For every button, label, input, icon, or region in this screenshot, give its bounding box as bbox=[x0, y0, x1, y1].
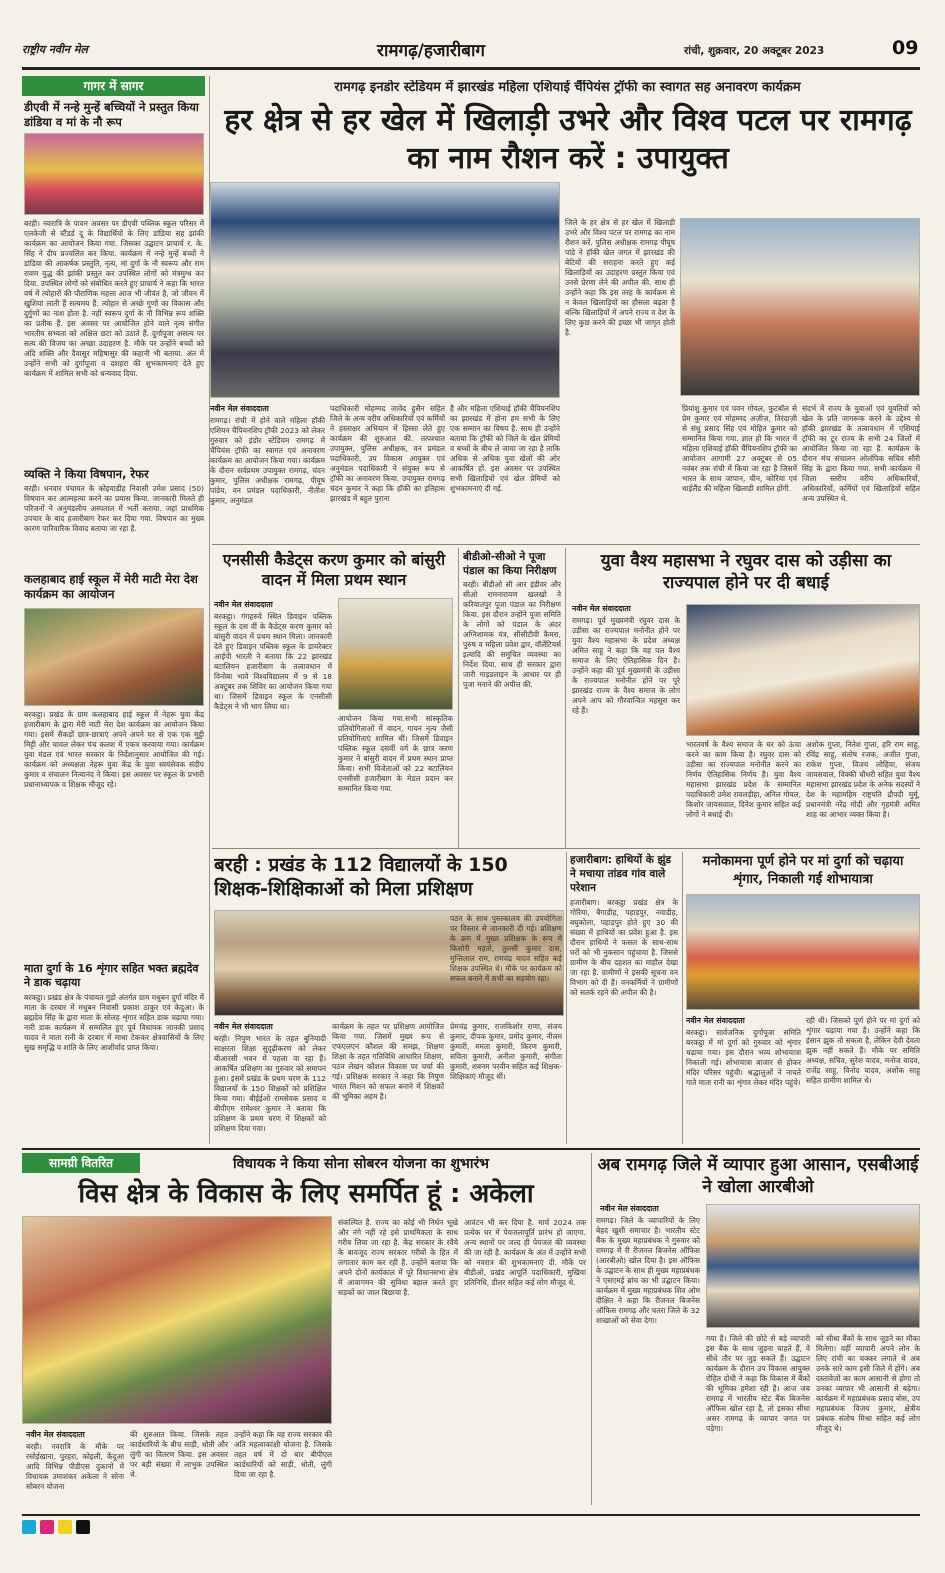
left-s3-headline: कलहाबाद हाई स्कूल में मेरी माटी मेरा देश कार्यक्रम का आयोजन bbox=[24, 572, 198, 601]
bottom-body3: उन्होंने कहा कि यह राज्य सरकार की अति महत्वाकांक्षी योजना है. जिसके तहत वर्ष में दो बार बीपीएल कार्डधारियों को साड़ी, धोती, लुंगी दिया जा रहा है. bbox=[234, 1430, 332, 1479]
page-number: 09 bbox=[892, 37, 919, 59]
section-title: रामगढ़/हजारीबाग bbox=[377, 41, 485, 61]
vaishya-body3: अशोक गुप्ता, नितेश गुप्ता, हरि राम साहू, रविंद्र साहू, संतोष रजक, अजीत गुप्ता, राकेश गुप्ता, विजय लोहिया, संजय जायसवाल, विक्की चौधरी सहित युवा वैश्य महासभा झारखंड प्रदेश के अनेक सदस्यों ने देश के महामहिम राष्ट्रपति द्रौपदी मुर्मू, प्रधानमंत्री नरेंद्र मोदी और गृहमंत्री अमित शाह का आभार व्यक्त किया है। bbox=[806, 740, 920, 819]
photo-dandiya bbox=[24, 133, 204, 215]
photo-raghuvar-das bbox=[686, 604, 920, 736]
paper-name: राष्ट्रीय नवीन मेल bbox=[22, 43, 88, 56]
sbi-body1: रामगढ़। जिले के व्यापारियों के लिए बेहद खुशी समाचार है। भारतीय स्टेट बैंक के मुख्य महाप्रबंधक ने गुरुवार को रामगढ़ में री रीजनल बिजनेस ऑफिस (आरबीओ) खोल दिया है। इस ऑफिस के उद्घाटन के साथ ही मुख्य महाप्रबंधक ने एसएमई ब्रांच का भी उद्घाटन किया। कार्यक्रम में मुख्य महाप्रबंधक शिव ओम दीक्षित ने कहा कि रीजनल बिजनेस ऑफिस रामगढ़ और चतरा जिले के 32 शाखाओं को सेवा देगा। bbox=[596, 1216, 700, 1325]
masthead bbox=[22, 36, 922, 64]
masthead-rule bbox=[22, 67, 920, 70]
photo-ncc bbox=[338, 598, 453, 710]
barhi-headline: बरही : प्रखंड के 112 विद्यालयों के 150 शिक्षक-शिक्षिकाओं को मिला प्रशिक्षण bbox=[214, 854, 508, 900]
top-col2: पदाधिकारी मोहम्मद जावेद हुसैन सहित जिले के अन्य वरीय अधिकारियों एवं कर्मियों ने हस्ताक्षर अभियान में हिस्सा लेते हुए कार्यक्रम की शुरुआत की. तत्पश्चात उपायुक्त, पुलिस अधीक्षक, वन प्रमंडल पदाधिकारी, उप विकास आयुक्त एवं अनुमंडल पदाधिकारी ने संयुक्त रूप से ट्रॉफी का अनावरण किया. उपायुक्त रामगढ़ चंदन कुमार ने कहा कि हॉकी का इतिहास झारखंड में बहुत पुराना bbox=[330, 404, 445, 503]
bdo-body: बरही। बीडीओ सी आर इंडीवर और सीओ रामनारायण खलखो ने करियातपुर पूजा पंडाल का निरीक्षण किया. इस दौरान उन्होंने पूजा समिति के लोगों को पंडाल के अंदर अग्निशामक यंत्र, सीसीटीवी कैमरा, पुरुष व महिला प्रवेश द्वार, वॉलेंटियर्स इत्यादि की समुचित व्यवस्था का निर्देश दिया. साथ ही सरकार द्वारा जारी गाइडलाइन के आधार पर ही पूजा मनाने की अपील की. bbox=[463, 580, 561, 689]
reg-yellow-swatch bbox=[58, 1520, 72, 1534]
registration-strip bbox=[22, 1514, 920, 1532]
top-byline: नवीन मेल संवाददाता bbox=[210, 404, 269, 413]
bottom-body2: की शुरुआत किया. जिसके तहत कार्डधारियों के बीच साड़ी, धोती और लुंगी का वितरण किया. इस अवसर पर बड़ी संख्या में लाभुक उपस्थित थे. bbox=[130, 1430, 228, 1479]
manokamna-byline: नवीन मेल संवाददाता bbox=[686, 1016, 745, 1025]
top-col6: संदर्भ में राज्य के युवाओं एवं युवतियों को खेल के प्रति जागरूक करने के उद्देश्य से हॉकी झारखंड के तत्वावधान में एशियाई ट्रॉफी का टूर राज्य के सभी 24 जिलों में आयोजित किया जा रहा है. कार्यक्रम के दौरान मंच संचालन ओलंपिक सचिव सौरी सिंह के द्वारा किया गया. सभी कार्यक्रम में जिला स्तरीय वरीय अधिकारियों, अधिकारियों, कर्मियों एवं खिलाड़ियों सहित अन्य उपस्थित थे. bbox=[802, 404, 920, 503]
bottom-body1: बरही। नवरात्रि के मौके पर रसोईखाना, पुरहरा, कोइली, केंदुआ आदि विभिन्न पीडीएस दुकानों में विधायक उमाशंकर अकेला ने सोना सोबरन योजना bbox=[26, 1442, 124, 1491]
left-s4-headline: माता दुर्गा के 16 शृंगार सहित भक्त ब्रह्मदेव ने डाक चढ़ाया bbox=[24, 962, 199, 989]
dateline: रांची, शुक्रवार, 20 अक्टूबर 2023 bbox=[684, 45, 825, 57]
photo-hockey-trophy bbox=[210, 182, 560, 398]
reg-magenta-swatch bbox=[40, 1520, 54, 1534]
elephant-divider bbox=[682, 852, 683, 1144]
top-col4: जिले के हर क्षेत्र से हर खेल में खिलाड़ी उभरे और विश्व पटल पर रामगढ़ का नाम रौशन करें. पुलिस अधीक्षक रामगढ़ पीयूष पांडे ने हॉकी खेल जगत में झारखंड की बेटियों की सराहना करते हुए कई खिलाड़ियों का उदाहरण प्रस्तुत किया एवं उनसे प्रेरणा लेने की अपील की. साथ ही उन्होंने कहा कि इस तरह के कार्यक्रम से न केवल खिलाड़ियों का हौसला बढ़ता है बल्कि खिलाड़ियों में अपने राज्य व देश के लिए कुछ करने की इच्छा भी जागृत होती है. bbox=[565, 218, 675, 337]
barhi-body1: बरही। निपुण भारत के तहत बुनियादी साक्षरता शिक्षा सुदृढ़ीकरण को लेकर बीआरसी भवन में पहला वा रहा हैं। आकर्षित प्रशिक्षण का गुरुवार को समापन हुआ। इसमें प्रखंड के प्रथम चरण के 112 विद्यालयों के 150 शिक्षकों को प्रशिक्षित किया गया। बीईईओ रामसेवक प्रसाद व बीपीएम रामेश्वर कुमार ने बताया कि प्रशिक्षण के प्रथम चरण में शिक्षकों को प्रशिक्षण दिया गया। bbox=[214, 1034, 326, 1133]
photo-distribution bbox=[22, 1216, 332, 1424]
left-s1-body: बरही। नवरात्रि के पावन अवसर पर डीएवी पब्लिक स्कूल परिसर में एलकेजी से स्टैंडर्ड दू के विद्यार्थियों के लिए डांडिया सह झांकी कार्यक्रम का आयोजन किया गया. जिसका उद्घाटन प्राचार्य र. के. सिंह ने दीप प्रज्वलित कर किया. कार्यक्रम में नन्हे मुन्हें बच्चों ने डांडिया की आकर्षक प्रस्तुति, नृत्य, मां दुर्गा के नौ स्वरूप और राम रावण युद्ध की झांकी प्रस्तुत कर उपस्थित लोगों को मंत्रमुग्ध कर दिया. उपस्थित लोगों को संबोधित करते हुए प्राचार्य ने कहा कि भारत वर्ष में त्योहारों की पौराणिक महत्ता आज भी जीवंत है, जो जीवन में खुशियां लाती हैं सत्यमय हैं. त्योहार से अच्छे गुणों का विकास और दुर्गुणों का नाश होता है. नहीं स्वरूप दुर्गा के नौ विभिन्न रूप शक्ति का प्रतीक हैं. इस अवसर पर आयोजित होने वाले नृत्य संगीत भारतीय सभ्यता को अक्षिल छटा को उठाते हैं. दुर्गापूजा असत्य पर सत्य की विजय का अच्छा उदाहरण है. मौके पर उन्होंने बच्चों को अंदि शक्ति और दैवासुर महिषासुर की कहानी भी बताया. अंत में उन्होंने सभी को दुर्गापूजा व दशहरा की शुभकामनाएं देते हुए कार्यक्रम में शामिल सभी को धन्यवाद दिया. bbox=[24, 219, 204, 378]
reg-black-swatch bbox=[76, 1520, 90, 1534]
ncc-divider bbox=[458, 548, 459, 848]
bottom-tag: सामग्री वितरित bbox=[22, 1153, 140, 1173]
left-s1-headline: डीएवी में नन्हे मुन्हें बच्चियों ने प्रस्तुत किया डांडिया व मां के नौ रूप bbox=[24, 100, 199, 129]
barhi-body3: पठन के साथ पुस्तकालय की उपयोगिता पर विस्तार से जानकारी दी गई। प्रशिक्षण के क्रम में मुख्य प्रशिक्षक के रूप में किशोरी महतो, तुलसी कुमार दास, मुन्तिलाल राम, रामचंद्र यादव सहित कई शिक्षक उपस्थित थे। मौके पर कार्यक्रम को सफल बनाने में सभी का सहयोग रहा। bbox=[450, 914, 562, 983]
ncc-body2: आयोजन किया गया.सभी सांस्कृतिक प्रतियोगिताओं में वादन, गायन नृत्य जैसी प्रतियोगिताएं शामिल थीं। जिसमें डिवाइन पब्लिक स्कूल दसवीं वर्ग के छात्र करण कुमार ने बांसुरी वादन में प्रथम स्थान प्राप्त किया। सभी विजेताओं को 22 बटालियन एनसीसी हजारीबाग के मेडल प्रदान कर सम्मानित किया गया. bbox=[338, 714, 453, 793]
photo-meri-mati bbox=[24, 608, 204, 706]
bottom-body4: संकल्पित है. राज्य का कोई भी निर्धन भूखे और नंगे नहीं रहे इसे प्राथमिकता के साथ गरीब लिया जा रहा है. केंद्र सरकार के रवैये के बावजूद राज्य सरकार गरीबों के हित में लगातार काम कर रही है. उन्होंने बताया कि अपने दोनों कार्यकाल में पूरे विधानसभा क्षेत्र में आवागमन की सुविधा बहाल करते हुए सड़कों का जाल बिछाया है. bbox=[338, 1218, 458, 1297]
mid-divider bbox=[212, 848, 920, 849]
left-s3-body: बरकट्ठा। प्रखंड के ग्राम कलहाबाद हाई स्कूल में नेहरू युवा केंद्र हजारीबाग के द्वारा मेरी माटी मेरा देश कार्यक्रम का आयोजन किया गया। इसमें सैकड़ों छात्र-छात्राएं अपने अपने घर से एक एक मुट्ठी मिट्टी और चावल लेकर पंच कलश में एकत्र करवाया गया। कार्यक्रम युवा मंडल एवं भारत सरकार के निर्देशानुसार आयोजित की गई। कार्यक्रम को अध्यक्षता नेहरू युवा केंद्र के युवा स्वयंसेवक संदीप कुमार व संचालन नित्यानंद ने किया। इस अवसर पर स्कूल के प्रभारी प्रधानाध्यापक व शिक्षक मौजूद रहे। bbox=[24, 710, 204, 789]
bdo-headline: बीडीओ-सीओ ने पूजा पंडाल का किया निरीक्षण bbox=[463, 551, 557, 577]
left-s4-body: बरकट्ठा। प्रखंड क्षेत्र के पंचायत गुड़ो अंतर्गत ग्राम मधुबन दुर्गा मंदिर में माता के दरबार में मधुबन निवासी प्रकाश ठाकुर एवं केदुआ। के ब्रह्मदेव सिंह के द्वारा माता के सोलह शृंगार सहित डाक चढ़ाया गया। नारी डाक कार्यक्रम में सम्मलित हुए पूर्व विधायक जानकी प्रसाद यादव ने माता रानी के दरबार में माथा टेककर क्षेत्रवासियों के लिए सुख समृद्धि व शांति के लिए आशीर्वाद प्राप्त किया। bbox=[24, 993, 204, 1052]
barhi-byline: नवीन मेल संवाददाता bbox=[214, 1022, 273, 1031]
left-s2-body: बरही। धनवार पंचायत के कोइयाडीह निवासी उमेश प्रसाद (50) विषपान कर आत्महत्या करने का प्रयास किया. जानकारी मिलते ही परिजनों ने अनुमंडलीय अस्पताल में भर्ती कराया. जहां प्राथमिक उपचार के बाद हजारीबाग रेफर कर दिया गया. विषपान का मुख्य कारण पारिवारिक विवाद बताया जा रहा है. bbox=[24, 484, 204, 533]
barhi-divider bbox=[566, 852, 567, 1144]
ncc-body1: बरकट्ठा। गंगहरुवे स्थित डिवाइन पब्लिक स्कूल के दस वीं के कैडेट्स करण कुमार को बांसुरी वादन में प्रथम स्थान मिला। जानकारी देते हुए डिवाइन पब्लिक स्कूल के डायरेक्टर आईपी भारती ने बताया कि 22 झारखंड बटालियन हजारीबाग के तत्वावधान में विनोबा भावे विश्वविद्यालय में 9 से 18 अक्टूबर तक शिविर का आयोजन किया गया था। जिसमें डिवाइन स्कूल के एनसीसी कैडेट्स ने भी भाग लिया था। bbox=[214, 612, 332, 711]
elephant-headline: हजारीबाग: हाथियों के झुंड ने मचाया तांडव गांव वाले परेशान bbox=[570, 854, 672, 894]
sbi-headline: अब रामगढ़ जिले में व्यापार हुआ आसान, एसबीआई ने खोला आरबीओ bbox=[597, 1155, 919, 1197]
photo-sbi-office bbox=[706, 1204, 920, 1328]
sbi-body2: गया है। जिले की छोटे से बड़े व्यापारी इस बैंक के साथ जुड़ना चाहते हैं, वे सीधे तौर पर जुड़ सकते हैं। उद्घाटन कार्यक्रम के दौरान उप विकास आयुक्त रोहित दोधी ने कहा कि विकास में बैंकों की भूमिका हमेशा रही है। आज जब रामगढ़ में भारतीय स्टेट बैंक बिजनेस ऑफिस खोल रहा है, तो इसका सीधा असर रामगढ़ के व्यापार जगत पर पड़ेगा। bbox=[706, 1334, 810, 1433]
top-kicker: रामगढ़ इनडोर स्टेडियम में झारखंड महिला एशियाई चैंपियंस ट्रॉफी का स्वागत सह अनावरण कार्यक्रम bbox=[334, 80, 801, 95]
manokamna-body2: रही थी। जिसको पूर्ण होने पर मां दुर्गा को शृंगार चढ़ाया गया है। उन्होंने कहा कि इंसान झुक तो सकता है, लेकिन देवी देवता झुक नहीं सकते हैं। मौके पर समिति अध्यक्ष, सचिव, सुरेश यादव, मनोज यादव, राजेंद्र साहू, विनोद यादव, अशोक साहू सहित ग्रामीण शामिल थे। bbox=[806, 1016, 920, 1085]
vaishya-body2: भारतवर्ष के वैश्य समाज के घर को ऊंचा करने का काम किया है। रघुवर दास को उड़ीसा का राज्यपाल मनोनीत करने का निर्णय ऐतिहासिक निर्णय है। युवा वैश्य महासभा झारखंड प्रदेश के सम्मानित पदाधिकारी उमेश रावलड़ीहा, अनिल गोयल, किशोर जायसवाल, दिनेश कुमार सहित कई लोगों ने बधाई दी। bbox=[686, 740, 801, 819]
bottom-sbi-divider bbox=[591, 1153, 592, 1505]
left-s2-headline: व्यक्ति ने किया विषपान, रेफर bbox=[24, 467, 149, 481]
top-divider bbox=[212, 544, 920, 545]
left-band: गागर में सागर bbox=[22, 76, 205, 96]
vaishya-headline: युवा वैश्य महासभा ने रघुवर दास को उड़ीसा का राज्यपाल होने पर दी बधाई bbox=[600, 551, 892, 593]
top-col3: है और महिला एशियाई हॉकी चैंपियनशिप का झारखंड में होना हम सभी के लिए एक सम्मान का विषय है. साथ ही उन्होंने बताया कि ट्रॉफी को जिले के खेल प्रेमियों व बच्चों के बीच ले जाया जा रहा है ताकि अधिक से अधिक युवा खेलों की ओर आकर्षित हों. इस अवसर पर उपस्थित सभी खिलाड़ियों एवं खेल प्रेमियों को शुभकामनाएं दी गई. bbox=[450, 404, 560, 493]
barhi-body4: प्रेमचंद्र कुमार, राजकिशोर राणा, संजय कुमार, दीपक कुमार, प्रमोद कुमार, नीलम कुमारी, ममता कुमारी, किरण कुमारी, सविता कुमारी, अनीता कुमारी, संगीता कुमारी, शबनम परवीन सहित कई शिक्षक-शिक्षिकाएं मौजूद थीं। bbox=[450, 1022, 562, 1081]
vaishya-body1: रामगढ़। पूर्व मुख्यमंत्री रघुवर दास के उड़ीसा का राज्यपाल मनोनीत होने पर युवा वैश्य महासभा के प्रदेश अध्यक्ष अमित साहू ने कहा कि यह पल वैश्य समाज के लिए ऐतिहासिक दिन है। उन्होंने कहा की पूर्व मुख्यमंत्री के उड़ीसा के राज्यपाल मनोनीत होने पर पूरे झारखंड राज्य के वैश्य समाज के लोग अपने आप को गौरवान्वित महसूस कर रहे हैं। bbox=[572, 616, 680, 715]
top-headline: हर क्षेत्र से हर खेल में खिलाड़ी उभरे और विश्व पटल पर रामगढ़ का नाम रौशन करें : उपायुक्त bbox=[224, 103, 912, 176]
photo-procession bbox=[686, 894, 920, 1010]
bdo-divider bbox=[565, 548, 566, 848]
bottom-kicker: विधायक ने किया सोना सोबरन योजना का शुभारंभ bbox=[232, 1156, 490, 1172]
top-col5: प्रियांशु कुमार एवं पवन गोयल, फुटबॉल से प्रेम कुमार एवं मोहम्मद अज़ीज़, तिरंदाज़ी से संधु प्रसाद सिंह एवं मोहित कुमार को सम्मानित किया गया. ज्ञात हो कि भारत में महिला एशियाई हॉकी चैंपियनशिप ट्रॉफी का आयोजन आगामी 27 अक्टूबर से 05 नवंबर तक रांची में किया जा रहा है जिसमें भारत के साथ जापान, चीन, कोरिया एवं थाईलैंड की महिला खिलाड़ी शामिल होंगी. bbox=[682, 404, 797, 493]
sbi-byline: नवीन मेल संवाददाता bbox=[600, 1204, 659, 1213]
manokamna-body1: बरकट्ठा। सार्वजनिक दुर्गापूजा समिति बरकट्ठा में मां दुर्गा को गुरुवार को शृंगार चढ़ाया गया। इस दौरान भव्य शोभायात्रा निकाली गई। शोभायात्रा बाजार से होकर मंदिर परिसर पहुंची। श्रद्धालुओं ने नाचते गाते माता रानी का शृंगार लेकर मंदिर पहुंचे। bbox=[686, 1028, 801, 1087]
photo-hockey-players bbox=[680, 218, 920, 396]
vaishya-byline: नवीन मेल संवाददाता bbox=[572, 604, 631, 613]
top-col1: रामगढ़। रांची में होने वाले महिला हॉकी एशियन चैंपियनशिप ट्रॉफी 2023 को लेकर गुरुवार को इंडोर स्टेडियम रामगढ़ में चैंपियंस ट्रॉफी का स्वागत एवं अनावरण कार्यक्रम का आयोजन किया गया। कार्यक्रम के दौरान सर्वप्रथम उपायुक्त रामगढ़, चंदन कुमार, पुलिस अधीक्षक रामगढ़, पीयूष पांडेय, वन प्रमंडल पदाधिकारी, नीतीश कुमार, अनुमंडल bbox=[210, 416, 325, 505]
bottom-byline: नवीन मेल संवाददाता bbox=[26, 1430, 85, 1439]
reg-cyan-swatch bbox=[22, 1520, 36, 1534]
manokamna-headline: मनोकामना पूर्ण होने पर मां दुर्गा को चढ़ाया शृंगार, निकाली गई शोभायात्रा bbox=[702, 854, 904, 887]
ncc-byline: नवीन मेल संवाददाता bbox=[214, 600, 273, 609]
elephant-body: हजारीबाग। बरकट्ठा प्रखंड क्षेत्र के गोरिया, बैगाडीह, पहाड़पुर, नवाडीह, बघुकोला, पहाड़पुर होते हुए 30 की संख्या में हाथियों का प्रवेश हुआ है. इस दौरान हाथियों ने फसल के साथ-साथ घरों को भी नुकसान पहुंचाया है. जिससे ग्रामीण के बीच दहशत का माहौल देखा जा रहा है. ग्रामीणों ने इसकी सूचना वन विभाग को दी है। वनकर्मियों ने ग्रामीणों को सतर्क रहने की अपील की है। bbox=[570, 898, 678, 997]
bottom-divider bbox=[22, 1148, 920, 1150]
bottom-headline: विस क्षेत्र के विकास के लिए समर्पित हूं : अकेला bbox=[78, 1179, 534, 1209]
barhi-body2: कार्यक्रम के तहत पर प्रशिक्षण आयोजित किया गया. जिसमें मुख्य रूप से एफएलएन कौशल की समझ, शिक्षण शिक्षा के तहत गतिविधि आधारित शिक्षण, पठन लेखन कौशल विकास पर चर्चा की गई। प्रशिक्षक सरकार ने कहा कि निपुण भारत मिशन को सफल बनाने में शिक्षकों की भूमिका अहम है। bbox=[332, 1022, 444, 1101]
bottom-body5: आवंटन भी कर दिया है. मार्च 2024 तक प्रत्येक घर में पेयजलापूर्ति प्रारंभ हो जाएगा. अन्य स्थानों पर जल्द ही पेयजल की व्यवस्था की जा रही है. कार्यक्रम के अंत में उन्होंने सभी को नवरात्र की शुभकामनाएं दी. मौके पर बीडीओ, प्रखंड आपूर्ति पदाधिकारी, मुखिया प्रतिनिधि, डीलर सहित कई लोग मौजूद थे. bbox=[464, 1218, 586, 1287]
sbi-body3: को सीधा बैंकों के साथ जुड़ने का मौका मिलेगा। वहीं व्यापारी अपने लोन के लिए रांची का चक्कर लगाते थे अब उनके सारे काम इसी जिले में होंगे। अब दस्तावेजों का काम आसानी से होगा तो उनका व्यापार भी आसानी से बढ़ेगा। कार्यक्रम में महाप्रबंधक प्रसाद बोस, उप महाप्रबंधक विजय कुमार, क्षेत्रीय प्रबंधक संतोष मिश्रा सहित कई लोग मौजूद थे। bbox=[816, 1334, 920, 1433]
ncc-headline: एनसीसी कैडेट्स करण कुमार को बांसुरी वादन में मिला प्रथम स्थान bbox=[222, 551, 446, 589]
